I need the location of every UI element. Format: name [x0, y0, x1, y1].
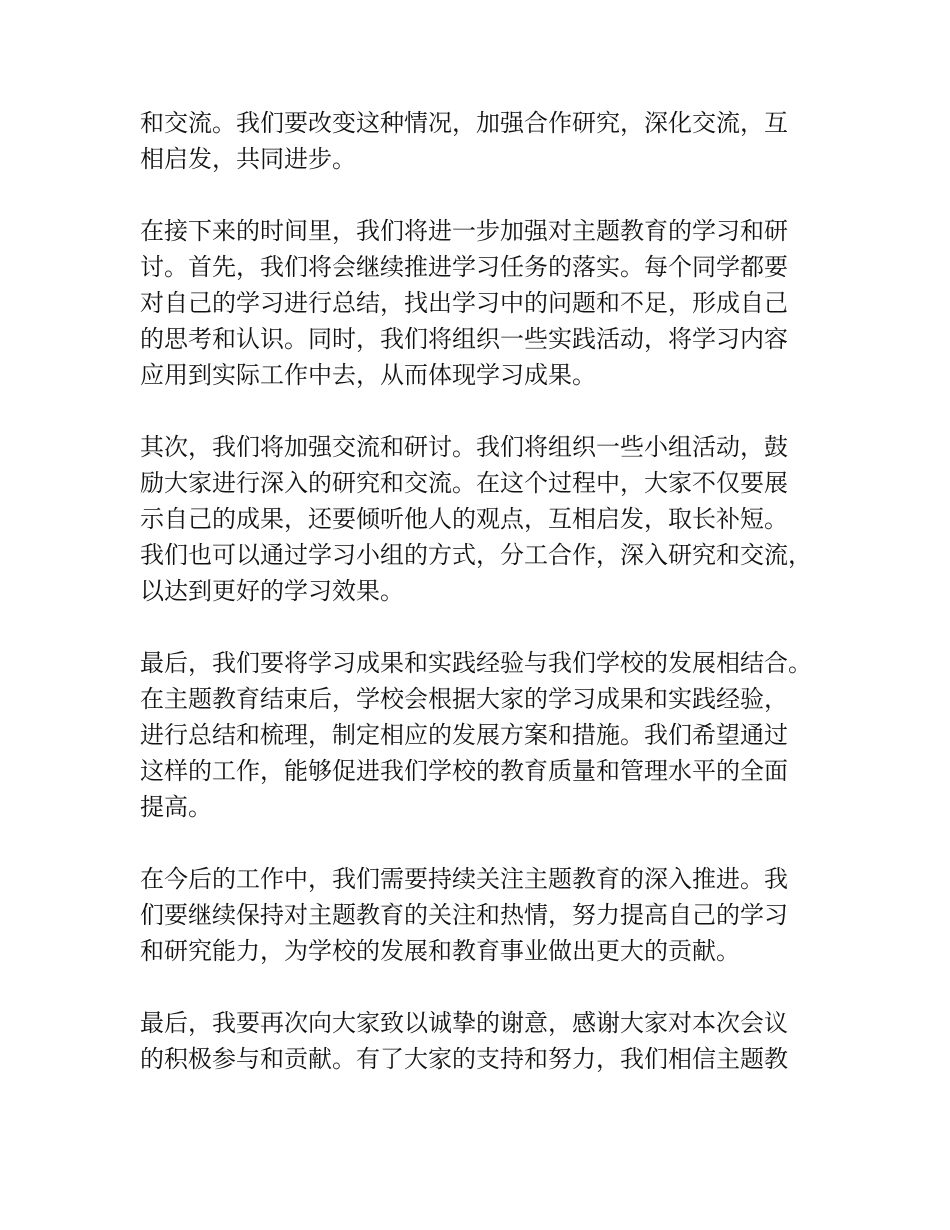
text-line: 们要继续保持对主题教育的关注和热情，努力提高自己的学习 [140, 901, 788, 929]
text-line: 这样的工作，能够促进我们学校的教育质量和管理水平的全面 [140, 757, 788, 785]
text-line: 我们也可以通过学习小组的方式，分工合作，深入研究和交流， [140, 541, 812, 569]
text-line: 最后，我们要将学习成果和实践经验与我们学校的发展相结合。 [140, 649, 812, 677]
paragraph-4 [140, 645, 840, 825]
paragraph-5 [140, 861, 840, 969]
text-line: 其次，我们将加强交流和研讨。我们将组织一些小组活动，鼓 [140, 433, 788, 461]
paragraph-2 [140, 213, 840, 393]
text-line: 励大家进行深入的研究和交流。在这个过程中，大家不仅要展 [140, 469, 788, 497]
paragraph-1 [140, 105, 840, 177]
text-line: 示自己的成果，还要倾听他人的观点，互相启发，取长补短。 [140, 505, 788, 533]
text-line: 提高。 [140, 793, 212, 821]
text-line: 的思考和认识。同时，我们将组织一些实践活动，将学习内容 [140, 325, 788, 353]
text-line: 相启发，共同进步。 [140, 145, 356, 173]
text-line: 进行总结和梳理，制定相应的发展方案和措施。我们希望通过 [140, 721, 788, 749]
text-line: 对自己的学习进行总结，找出学习中的问题和不足，形成自己 [140, 289, 788, 317]
text-line: 在今后的工作中，我们需要持续关注主题教育的深入推进。我 [140, 865, 788, 893]
text-line: 和交流。我们要改变这种情况，加强合作研究，深化交流，互 [140, 109, 788, 137]
text-line: 在主题教育结束后，学校会根据大家的学习成果和实践经验， [140, 685, 788, 713]
text-line: 和研究能力，为学校的发展和教育事业做出更大的贡献。 [140, 937, 740, 965]
text-line: 讨。首先，我们将会继续推进学习任务的落实。每个同学都要 [140, 253, 788, 281]
text-line: 最后，我要再次向大家致以诚挚的谢意，感谢大家对本次会议 [140, 1009, 788, 1037]
text-line: 在接下来的时间里，我们将进一步加强对主题教育的学习和研 [140, 217, 788, 245]
paragraph-3 [140, 429, 840, 609]
document-body [140, 105, 840, 1113]
text-line: 以达到更好的学习效果。 [140, 577, 404, 605]
text-line: 应用到实际工作中去，从而体现学习成果。 [140, 361, 596, 389]
paragraph-6 [140, 1005, 840, 1077]
text-line: 的积极参与和贡献。有了大家的支持和努力，我们相信主题教 [140, 1045, 788, 1073]
